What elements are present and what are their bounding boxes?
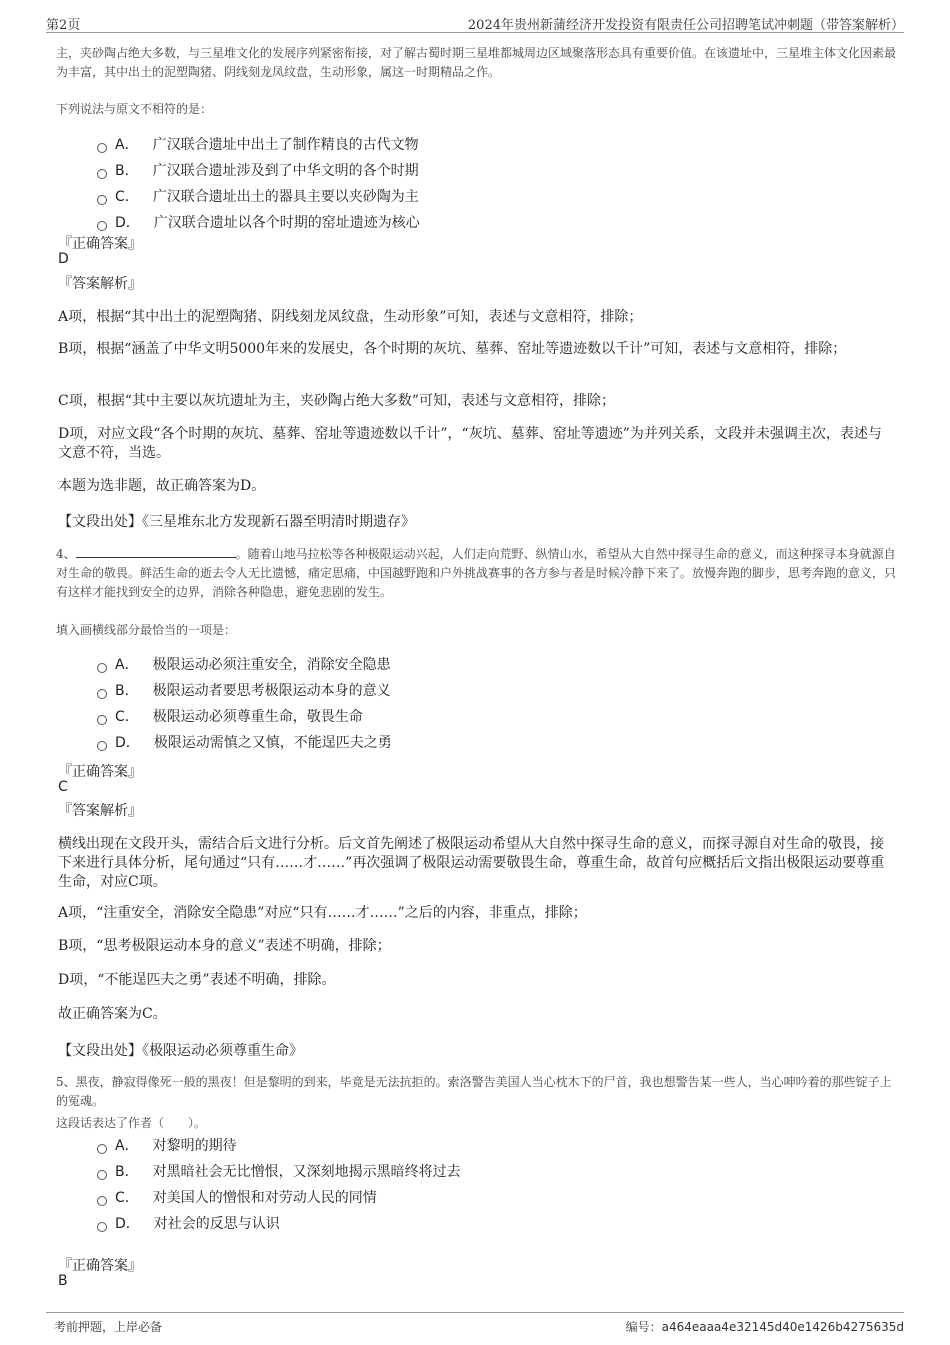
q3-answer: D <box>58 251 69 267</box>
q3-option-d[interactable]: D． 广汉联合遗址以各个时期的窑址遗迹为核心 <box>97 212 420 234</box>
document-code <box>626 1318 904 1335</box>
q3-answer-label: 『正确答案』 <box>58 236 142 252</box>
q3-analysis-d: D项，对应文段“各个时期的灰坑、墓葬、窑址等遗迹数以千计”，“灰坑、墓葬、窑址等遗迹”为并列关系，文段并未强调主次，表述与文意不符，当选。 <box>58 426 882 461</box>
q4-option-c[interactable]: C． 极限运动必须尊重生命，敬畏生命 <box>97 706 363 728</box>
radio-icon[interactable] <box>97 741 107 751</box>
q5-prompt: 这段话表达了作者（ ）。 <box>56 1116 207 1130</box>
radio-icon[interactable] <box>97 1222 107 1232</box>
q5-option-d[interactable]: D． 对社会的反思与认识 <box>97 1213 280 1235</box>
q3-analysis-b: B项，根据“涵盖了中华文明5000年来的发展史，各个时期的灰坑、墓葬、窑址等遗迹数以千计”可知，表述与文意相符，排除； <box>58 341 847 357</box>
radio-icon[interactable] <box>97 663 107 673</box>
footer-slogan: 考前押题，上岸必备 <box>54 1320 163 1334</box>
q4-analysis-main: 横线出现在文段开头，需结合后文进行分析。后文首先阐述了极限运动希望从大自然中探寻生命的意义，而探寻源自对生命的敬畏，接下来进行具体分析，尾句通过“只有……才……”再次强调了极限运动需要敬畏生命，尊重生命，故首句应概括后文指出极限运动要尊重生命，对应C项。 <box>58 836 885 890</box>
q3-analysis-c: C项，根据“其中主要以灰坑遗址为主，夹砂陶占绝大多数”可知，表述与文意相符，排除； <box>58 393 616 409</box>
q3-option-b[interactable]: B． 广汉联合遗址涉及到了中华文明的各个时期 <box>97 160 419 182</box>
page-footer <box>46 1312 904 1337</box>
q4-option-a[interactable]: A． 极限运动必须注重安全，消除安全隐患 <box>97 654 391 676</box>
q3-passage: 主，夹砂陶占绝大多数，与三星堆文化的发展序列紧密衔接，对了解古蜀时期三星堆都城周边区域聚落形态具有重要价值。在该遗址中，三星堆主体文化因素最为丰富，其中出土的泥塑陶猪、阴线刻龙凤纹盘，生动形象，属这一时期精品之作。 <box>56 46 897 79</box>
q4-answer-label: 『正确答案』 <box>58 764 142 780</box>
q4-passage <box>56 545 896 602</box>
radio-icon[interactable] <box>97 143 107 153</box>
q4-analysis-b: B项，“思考极限运动本身的意义”表述不明确，排除； <box>58 938 391 954</box>
document-title: 2024年贵州新蒲经济开发投资有限责任公司招聘笔试冲刺题（带答案解析） <box>467 18 904 33</box>
q4-number: 4、 <box>56 547 76 561</box>
page-header <box>46 10 904 33</box>
q4-prompt: 填入画横线部分最恰当的一项是： <box>56 623 237 637</box>
radio-icon[interactable] <box>97 715 107 725</box>
radio-icon[interactable] <box>97 689 107 699</box>
code-value: a464eaaa4e32145d40e1426b4275635d <box>661 1320 904 1334</box>
radio-icon[interactable] <box>97 195 107 205</box>
q4-conclusion: 故正确答案为C。 <box>58 1006 167 1022</box>
q4-option-d[interactable]: D． 极限运动需慎之又慎，不能逞匹夫之勇 <box>97 732 392 754</box>
q4-answer: C <box>58 779 68 795</box>
q3-prompt: 下列说法与原文不相符的是： <box>56 102 213 116</box>
q4-source: 【文段出处】《极限运动必须尊重生命》 <box>58 1043 303 1059</box>
q4-option-b[interactable]: B． 极限运动者要思考极限运动本身的意义 <box>97 680 391 702</box>
q5-answer: B <box>58 1273 68 1289</box>
q4-analysis-a: A项，“注重安全，消除安全隐患”对应“只有……才……”之后的内容，非重点，排除； <box>58 905 587 921</box>
q3-option-a[interactable]: A． 广汉联合遗址中出土了制作精良的古代文物 <box>97 134 419 156</box>
q5-answer-label: 『正确答案』 <box>58 1258 142 1274</box>
radio-icon[interactable] <box>97 221 107 231</box>
page-number: 第2页 <box>46 18 81 33</box>
q5-option-a[interactable]: A． 对黎明的期待 <box>97 1135 237 1157</box>
q4-analysis-label: 『答案解析』 <box>58 803 142 819</box>
q3-analysis-a: A项，根据“其中出土的泥塑陶猪、阴线刻龙凤纹盘，生动形象”可知，表述与文意相符，排除； <box>58 309 643 325</box>
radio-icon[interactable] <box>97 1144 107 1154</box>
fill-blank <box>76 546 236 558</box>
q4-analysis-d: D项，“不能逞匹夫之勇”表述不明确，排除。 <box>58 972 336 988</box>
q3-analysis-label: 『答案解析』 <box>58 276 142 292</box>
q4-passage-text: 。随着山地马拉松等各种极限运动兴起，人们走向荒野、纵情山水，希望从大自然中探寻生命的意义，而这种探寻本身就源自对生命的敬畏。鲜活生命的逝去令人无比遗憾，痛定思痛，中国越野跑和户外挑战赛事的各方参与者是时候冷静下来了。放慢奔跑的脚步，思考奔跑的意义，只有这样才能找到安全的边界，消除各种隐患，避免悲剧的发生。 <box>56 547 897 599</box>
q3-conclusion: 本题为选非题，故正确答案为D。 <box>58 478 266 494</box>
radio-icon[interactable] <box>97 1170 107 1180</box>
code-label: 编号： <box>625 1320 662 1334</box>
q5-passage: 5、黑夜，静寂得像死一般的黑夜！但是黎明的到来，毕竟是无法抗拒的。索洛警告美国人当心枕木下的尸首，我也想警告某一些人，当心呻吟着的那些锭子上的冤魂。 <box>56 1075 892 1108</box>
radio-icon[interactable] <box>97 169 107 179</box>
q3-source: 【文段出处】《三星堆东北方发现新石器至明清时期遗存》 <box>58 514 415 530</box>
q5-option-c[interactable]: C． 对美国人的憎恨和对劳动人民的同情 <box>97 1187 377 1209</box>
q3-option-c[interactable]: C． 广汉联合遗址出土的器具主要以夹砂陶为主 <box>97 186 419 208</box>
radio-icon[interactable] <box>97 1196 107 1206</box>
q5-option-b[interactable]: B． 对黑暗社会无比憎恨，又深刻地揭示黑暗终将过去 <box>97 1161 461 1183</box>
